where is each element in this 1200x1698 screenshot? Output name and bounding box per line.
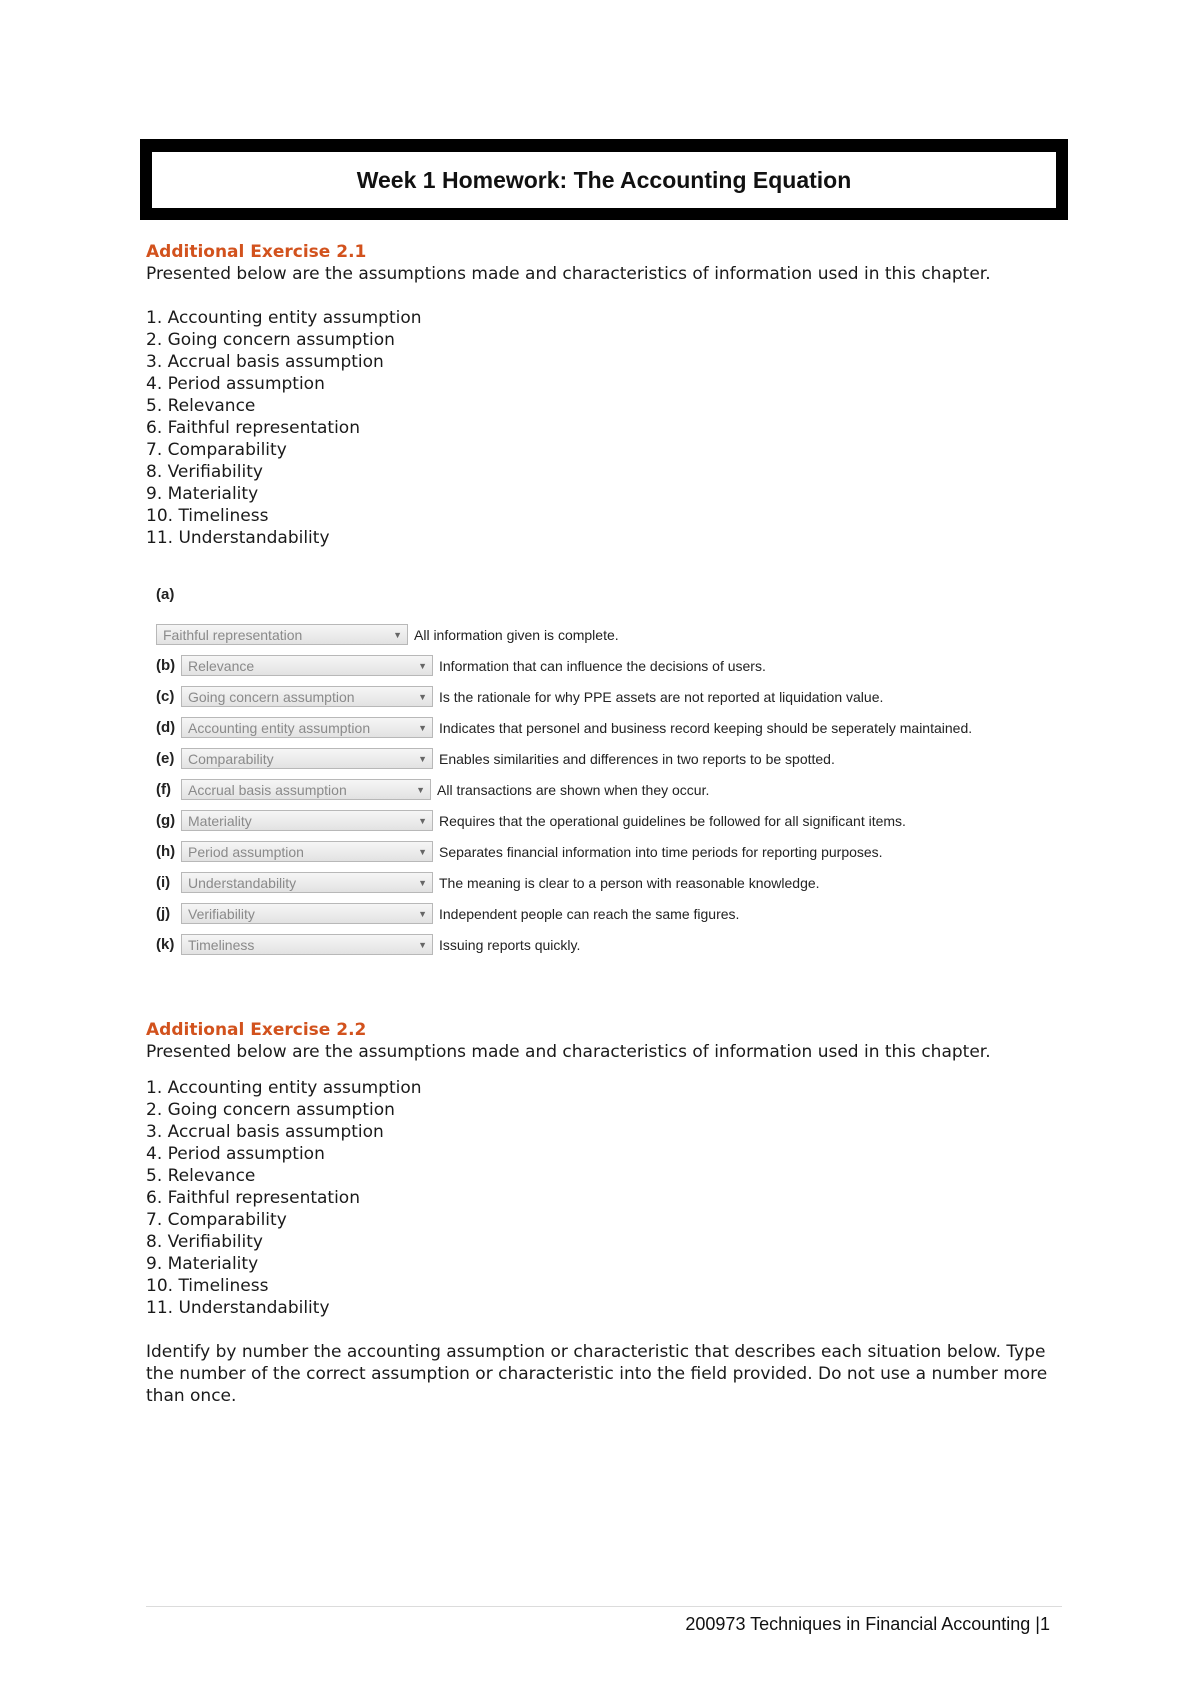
answer-select[interactable] <box>181 779 431 800</box>
matching-row-c <box>156 685 883 708</box>
select-value: Materiality <box>188 812 252 829</box>
list-item: 7. Comparability <box>146 440 287 460</box>
select-value: Faithful representation <box>163 626 303 643</box>
row-description: Indicates that personel and business record keeping should be seperately maintained. <box>439 719 973 736</box>
answer-select[interactable] <box>156 624 408 645</box>
row-label: (d) <box>156 719 176 736</box>
select-value: Verifiability <box>188 905 255 922</box>
list-item: 9. Materiality <box>146 1254 259 1274</box>
row-label: (h) <box>156 843 176 860</box>
exercise-2-2 <box>146 1019 1066 1407</box>
list-item: 11. Understandability <box>146 528 330 548</box>
row-label: (b) <box>156 657 176 674</box>
answer-select[interactable] <box>181 934 433 955</box>
list-item: 6. Faithful representation <box>146 418 360 438</box>
row-description: Separates financial information into time periods for reporting purposes. <box>439 843 883 860</box>
list-item: 4. Period assumption <box>146 374 325 394</box>
matching-row-i <box>156 871 820 894</box>
list-item: 3. Accrual basis assumption <box>146 1122 384 1142</box>
list-item: 9. Materiality <box>146 484 259 504</box>
list-item: 5. Relevance <box>146 1166 256 1186</box>
row-description: All transactions are shown when they occur. <box>437 781 710 798</box>
exercise-2-2-heading: Additional Exercise 2.2 <box>146 1020 367 1040</box>
chevron-down-icon: ▼ <box>418 908 427 919</box>
exercise-2-1-heading: Additional Exercise 2.1 <box>146 242 367 262</box>
select-value: Accounting entity assumption <box>188 719 371 736</box>
select-value: Going concern assumption <box>188 688 355 705</box>
matching-row-h <box>156 840 883 863</box>
chevron-down-icon: ▼ <box>418 660 427 671</box>
row-description: Requires that the operational guidelines be followed for all significant items. <box>439 812 906 829</box>
row-label: (i) <box>156 874 171 891</box>
matching-row-j <box>156 902 739 925</box>
chevron-down-icon: ▼ <box>418 815 427 826</box>
list-item: 2. Going concern assumption <box>146 330 395 350</box>
matching-row-e <box>156 747 835 770</box>
row-label: (g) <box>156 812 176 829</box>
page-footer: 200973 Techniques in Financial Accounting |1 <box>685 1614 1050 1634</box>
row-description: Issuing reports quickly. <box>439 936 581 953</box>
select-value: Timeliness <box>188 936 255 953</box>
exercise-2-1-list <box>146 307 1066 549</box>
page-title: Week 1 Homework: The Accounting Equation <box>152 152 1056 208</box>
chevron-down-icon: ▼ <box>418 753 427 764</box>
list-item: 1. Accounting entity assumption <box>146 1078 422 1098</box>
row-label: (e) <box>156 750 175 767</box>
list-item: 6. Faithful representation <box>146 1188 360 1208</box>
matching-row-k <box>156 933 580 956</box>
row-description: Is the rationale for why PPE assets are not reported at liquidation value. <box>439 688 884 705</box>
list-item: 1. Accounting entity assumption <box>146 308 422 328</box>
row-label-a: (a) <box>156 586 175 603</box>
list-item: 10. Timeliness <box>146 506 269 526</box>
matching-row-a <box>156 623 619 646</box>
title-box <box>140 139 1068 220</box>
exercise-2-1 <box>146 241 1066 549</box>
select-value: Accrual basis assumption <box>188 781 347 798</box>
matching-row-f <box>156 778 709 801</box>
answer-select[interactable] <box>181 655 433 676</box>
chevron-down-icon: ▼ <box>418 939 427 950</box>
row-description: All information given is complete. <box>414 626 619 643</box>
list-item: 10. Timeliness <box>146 1276 269 1296</box>
matching-row-d <box>156 716 972 739</box>
select-value: Relevance <box>188 657 255 674</box>
answer-select[interactable] <box>181 872 433 893</box>
answer-select[interactable] <box>181 717 433 738</box>
answer-select[interactable] <box>181 686 433 707</box>
select-value: Understandability <box>188 874 297 891</box>
exercise-2-2-intro: Presented below are the assumptions made and characteristics of information used in this chapter. <box>146 1042 991 1062</box>
row-label: (j) <box>156 905 171 922</box>
row-description: Enables similarities and differences in two reports to be spotted. <box>439 750 835 767</box>
list-item: 8. Verifiability <box>146 462 263 482</box>
row-label: (f) <box>156 781 171 798</box>
select-value: Period assumption <box>188 843 304 860</box>
list-item: 5. Relevance <box>146 396 256 416</box>
answer-select[interactable] <box>181 810 433 831</box>
list-item: 4. Period assumption <box>146 1144 325 1164</box>
answer-select[interactable] <box>181 841 433 862</box>
list-item: 2. Going concern assumption <box>146 1100 395 1120</box>
exercise-2-1-intro: Presented below are the assumptions made and characteristics of information used in this chapter. <box>146 264 991 284</box>
chevron-down-icon: ▼ <box>418 722 427 733</box>
select-value: Comparability <box>188 750 274 767</box>
row-label: (k) <box>156 936 175 953</box>
footer-divider <box>146 1606 1062 1607</box>
answer-select[interactable] <box>181 748 433 769</box>
row-description: Independent people can reach the same figures. <box>439 905 740 922</box>
row-description: Information that can influence the decisions of users. <box>439 657 766 674</box>
chevron-down-icon: ▼ <box>393 629 402 640</box>
matching-row-g <box>156 809 906 832</box>
row-description: The meaning is clear to a person with reasonable knowledge. <box>439 874 820 891</box>
matching-row-b <box>156 654 766 677</box>
chevron-down-icon: ▼ <box>418 846 427 857</box>
chevron-down-icon: ▼ <box>416 784 425 795</box>
exercise-2-2-list <box>146 1077 1066 1319</box>
list-item: 8. Verifiability <box>146 1232 263 1252</box>
exercise-2-2-instructions: Identify by number the accounting assumption or characteristic that describes each situation below. Type the number of the correct assumption or characteristic into the field provided. Do not use a number more than once. <box>146 1342 1048 1406</box>
list-item: 3. Accrual basis assumption <box>146 352 384 372</box>
chevron-down-icon: ▼ <box>418 877 427 888</box>
chevron-down-icon: ▼ <box>418 691 427 702</box>
row-label: (c) <box>156 688 175 705</box>
answer-select[interactable] <box>181 903 433 924</box>
list-item: 7. Comparability <box>146 1210 287 1230</box>
list-item: 11. Understandability <box>146 1298 330 1318</box>
